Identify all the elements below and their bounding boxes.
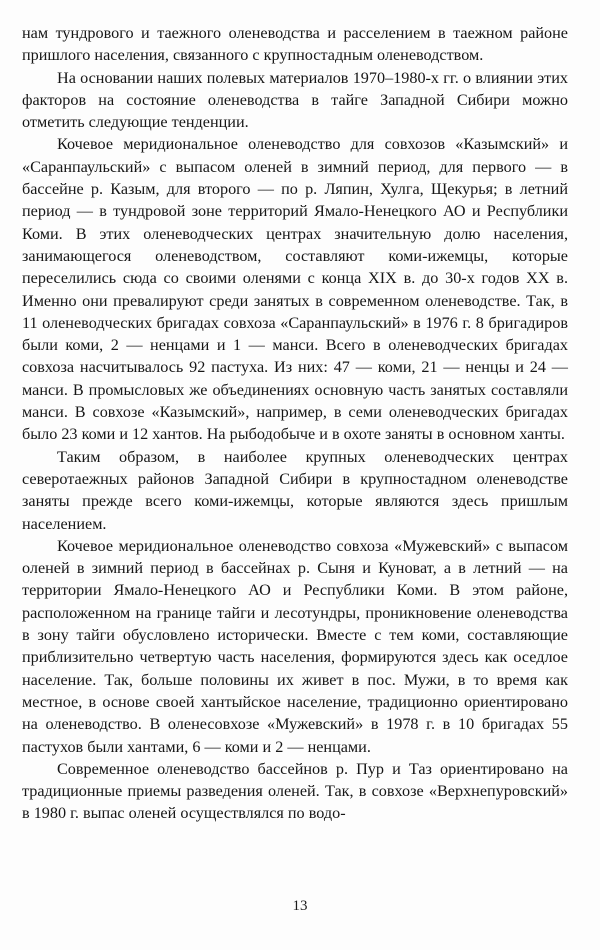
page-number: 13 — [292, 898, 308, 914]
body-text — [22, 22, 568, 825]
paragraph-kazym-saranpaul: Кочевое меридиональное оленеводство для совхозов «Казымский» и «Саранпаульский» с выпасом оленей в зимний период, для первого — в бассейне р. Казым, для второго — по р. Ляпин, Хулга, Щекурья; в летний период — в тундровой зоне территорий Ямало-Ненецкого АО и Республики Коми. В этих оленеводческих центрах значительную долю населения, занимающегося оленеводством, составляют коми-ижемцы, которые переселились сюда со своими оленями с конца XIX в. до 30-х годов XX в. Именно они превалируют среди занятых в современном оленеводстве. Так, в 11 оленеводческих бригадах совхоза «Саранпаульский» в 1976 г. 8 бригадиров были коми, 2 — ненцами и 1 — манси. Всего в оленеводческих бригадах совхоза насчитывалось 92 пастуха. Из них: 47 — коми, 21 — ненцы и 24 — манси. В промысловых же объединениях основную часть занятых составляли манси. В совхозе «Казымский», например, в семи оленеводческих бригадах было 23 коми и 12 хантов. На рыбодобыче и в охоте заняты в основном ханты. — [22, 135, 568, 444]
paragraph-continuation: нам тундрового и таежного оленеводства и расселением в таежном районе пришлого населения, связанного с крупностадным оленеводством. — [22, 24, 568, 65]
paragraph-field-materials: На основании наших полевых материалов 1970–1980-х гг. о влиянии этих факторов на состояние оленеводства в тайге Западной Сибири можно отметить следующие тенденции. — [22, 68, 568, 132]
paragraph-pur-taz: Современное оленеводство бассейнов р. Пур и Таз ориентировано на традиционные приемы разведения оленей. Так, в совхозе «Верхнепуровский» в 1980 г. выпас оленей осуществлялся по водо- — [22, 759, 568, 823]
paragraph-conclusion: Таким образом, в наиболее крупных оленеводческих центрах северотаежных районов Западной Сибири в крупностадном оленеводстве заняты прежде всего коми-ижемцы, которые являются здесь пришлым населением. — [22, 447, 568, 533]
paragraph-muzhevsky: Кочевое меридиональное оленеводство совхоза «Мужевский» с выпасом оленей в зимний период в бассейнах р. Сыня и Куноват, а в летний — на территории Ямало-Ненецкого АО и Республики Коми. В этом районе, расположенном на границе тайги и лесотундры, проникновение оленеводства в зону тайги обусловлено исторически. Вместе с тем коми, составляющие приблизительно четвертую часть населения, формируются здесь как оседлое население. Так, больше половины их живет в пос. Мужи, в то время как местное, в основе своей хантыйское население, традиционно ориентировано на оленеводство. В оленесовхозе «Мужевский» в 1978 г. в 10 бригадах 55 пастухов были хантами, 6 — коми и 2 — ненцами. — [22, 536, 568, 756]
